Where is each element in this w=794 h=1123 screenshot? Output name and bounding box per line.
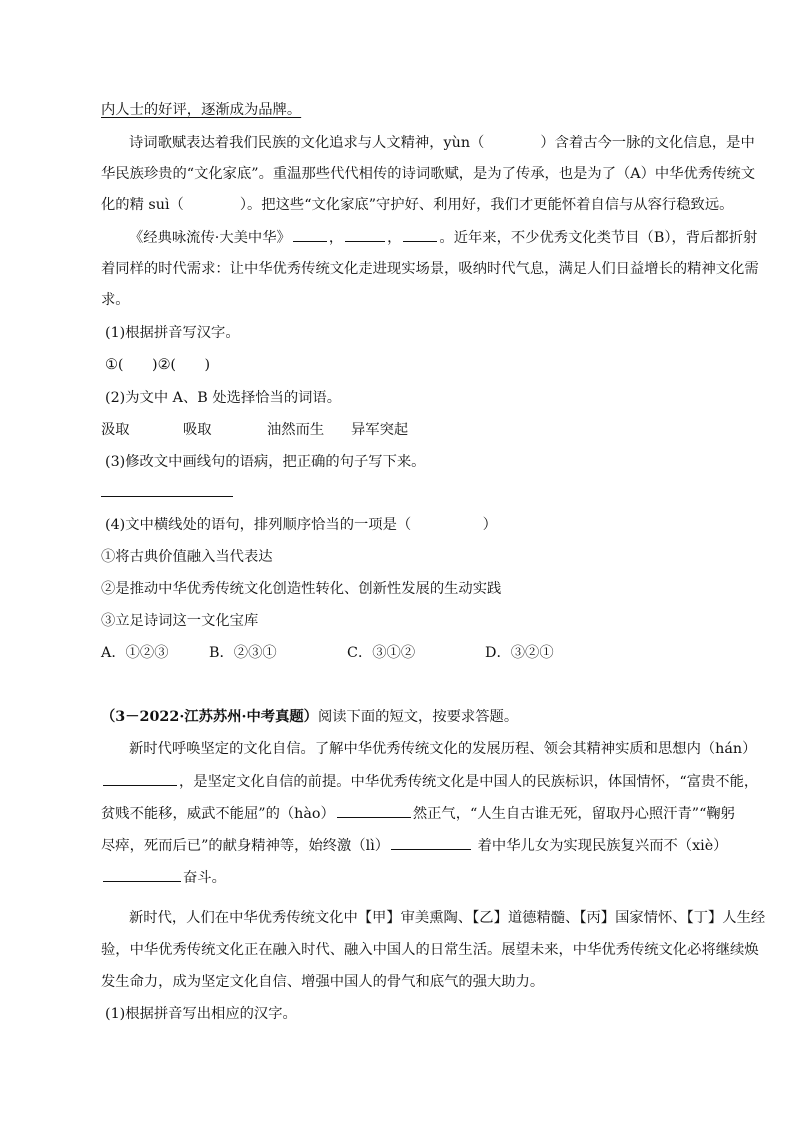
passage-text: 。近年来，不少优秀文化类节目（B），背后都折射 (439, 230, 758, 246)
word-choice: 异军突起 (351, 422, 409, 438)
passage-text: 尽瘁，死而后已”的献身精神等，始终激（lì） (101, 838, 390, 854)
option-b: B．②③① (209, 645, 277, 661)
question-4-options (101, 643, 554, 663)
passage-line: 发生命力，成为坚定文化自信、增强中国人的骨气和底气的强大助力。 (101, 974, 545, 990)
passage-line (101, 867, 226, 888)
passage-line: 华民族珍贵的“文化家底”。重温那些代代相传的诗词歌赋，是为了传承，也是为了（A）中华优秀传统文 (101, 166, 756, 182)
option-d: D．③②① (485, 645, 554, 661)
section-3-heading (101, 707, 518, 727)
passage-line (101, 803, 735, 824)
fill-blank (293, 227, 327, 242)
passage-text: 奋斗。 (183, 870, 226, 886)
passage-text: ，是坚定文化自信的前提。中华优秀传统文化是中国人的民族标识，体国情怀，“富贵不能， (179, 774, 759, 790)
passage-text: 诗词歌赋表达着我们民族的文化追求与人文精神，yùn（ (129, 135, 485, 151)
section-instruction: 阅读下面的短文，按要求答题。 (317, 709, 519, 725)
question-2-title: (2)为文中 A、B 处选择恰当的词语。 (105, 390, 342, 406)
passage-text: ）。把这些“文化家底”守护好、利用好，我们才更能怀着自信与从容行稳致远。 (239, 197, 734, 213)
passage-line: 新时代，人们在中华优秀传统文化中【甲】审美熏陶、【乙】道德精髓、【丙】国家情怀、【丁】人生经 (129, 910, 766, 926)
passage-line: 验，中华优秀传统文化正在融入时代、融入中国人的日常生活。展望未来，中华优秀传统文化必将继续焕 (101, 942, 759, 958)
passage-line (101, 227, 757, 248)
answer-line (101, 496, 233, 497)
question-4-title: (4)文中横线处的语句，排列顺序恰当的一项是（ ） (105, 517, 497, 533)
question-3-title: (3)修改文中画线句的语病，把正确的句子写下来。 (105, 454, 426, 470)
separator: ， (328, 230, 344, 246)
passage-line: 求。 (101, 292, 130, 308)
question-4-item: ①将古典价值融入当代表达 (101, 549, 273, 565)
fill-blank (391, 835, 471, 850)
passage-text: 着中华儿女为实现民族复兴而不（xiè） (473, 838, 728, 854)
section-3-question-1: (1)根据拼音写出相应的汉字。 (105, 1006, 297, 1022)
question-4-item: ③立足诗词这一文化宝库 (101, 613, 259, 629)
passage-text: 贫贱不能移，威武不能屈”的（hào） (101, 806, 335, 822)
passage-text: 然正气，“人生自古谁无死，留取丹心照汗青”“鞠躬 (412, 806, 735, 822)
fill-blank (103, 867, 181, 882)
paragraph-continuation: 内人士的好评，逐渐成为品牌。 (101, 102, 302, 118)
question-1-blanks: ①( )②( ) (105, 357, 211, 373)
question-2-words (101, 420, 408, 440)
section-source: （3－2022·江苏苏州·中考真题） (101, 709, 318, 725)
word-choice: 油然而生 (267, 422, 325, 438)
word-choice: 汲取 (101, 422, 130, 438)
fill-blank (337, 803, 411, 818)
fill-blank (103, 771, 177, 786)
option-a: A．①②③ (101, 645, 169, 661)
passage-line: 着同样的时代需求：让中华优秀传统文化走进现实场景，吸纳时代气息，满足人们日益增长的精神文化需 (101, 261, 759, 277)
passage-line: 新时代呼唤坚定的文化自信。了解中华优秀传统文化的发展历程、领会其精神实质和思想内（hán） (129, 741, 757, 757)
passage-line (101, 195, 733, 215)
passage-line (101, 835, 727, 856)
separator: ， (387, 230, 402, 246)
passage-text: 化的精 suì（ (101, 197, 184, 213)
word-choice: 吸取 (183, 422, 212, 438)
question-4-item: ②是推动中华优秀传统文化创造性转化、创新性发展的生动实践 (101, 581, 502, 597)
passage-text: ）含着古今一脉的文化信息，是中 (540, 135, 755, 151)
fill-blank (403, 227, 437, 242)
passage-text: 《经典咏流传·大美中华》 (129, 230, 291, 246)
passage-line (101, 771, 758, 792)
option-c: C．③①② (347, 645, 416, 661)
passage-line (101, 133, 755, 153)
question-1-title: (1)根据拼音写汉字。 (105, 325, 240, 341)
fill-blank (345, 227, 385, 242)
